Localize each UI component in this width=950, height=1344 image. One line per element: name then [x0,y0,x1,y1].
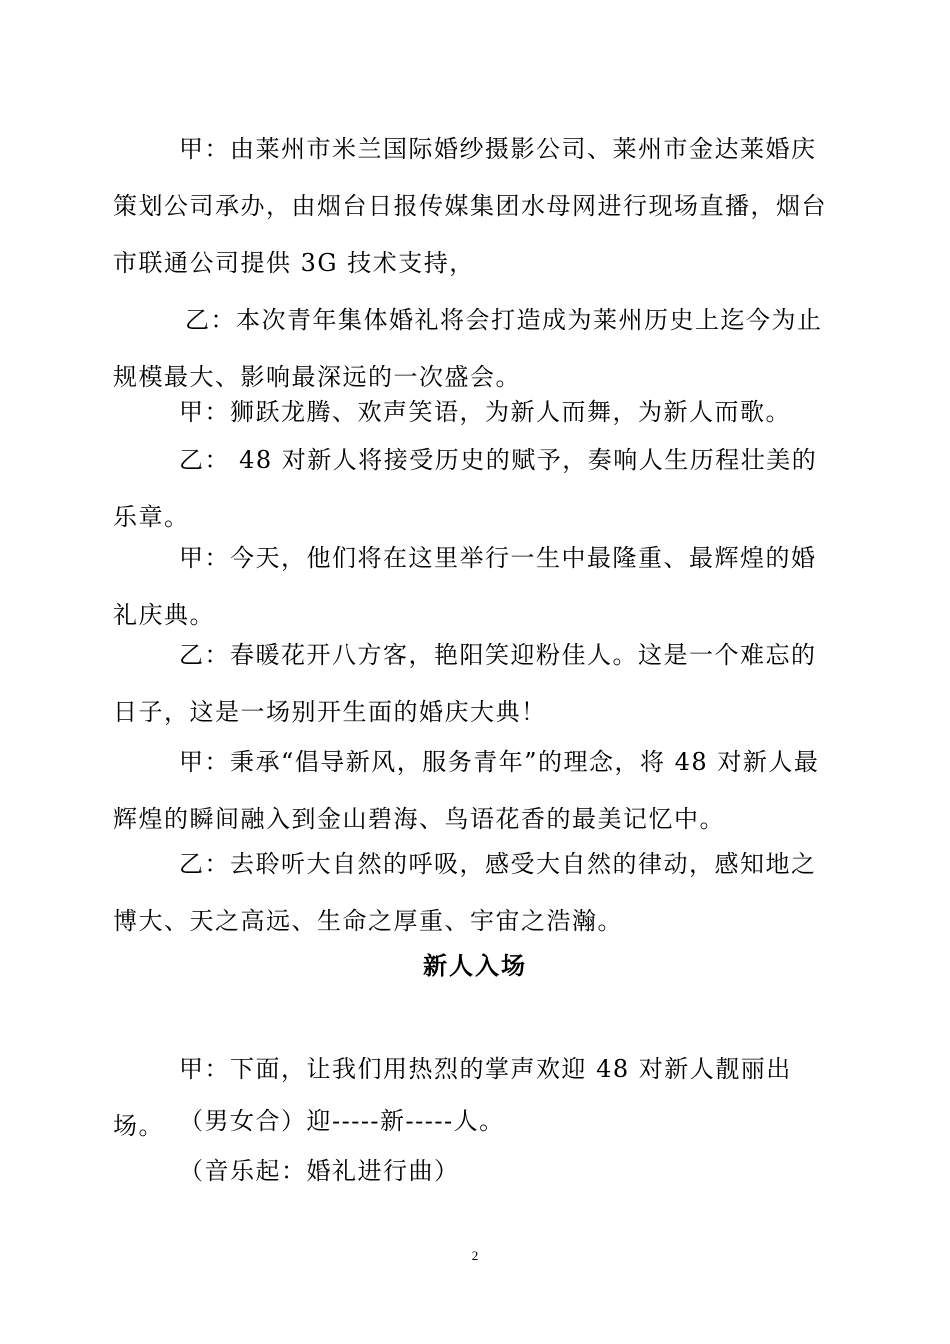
paragraph-4: 乙： 48 对新人将接受历史的赋予，奏响人生历程壮美的乐章。 [113,446,818,531]
paragraph-10: （男女合）迎-----新-----人。 [179,1107,505,1135]
paragraph-7: 甲：秉承“倡导新风，服务青年”的理念，将 48 对新人最辉煌的瞬间融入到金山碧海、鸟语花香的最美记忆中。 [113,748,820,833]
section-heading: 新人入场 [423,951,527,980]
paragraph-11: （音乐起：婚礼进行曲） [179,1157,460,1185]
paragraph-2: 乙：本次青年集体婚礼将会打造成为莱州历史上迄今为止规模最大、影响最深远的一次盛会。 [113,306,823,391]
paragraph-5: 甲：今天，他们将在这里举行一生中最隆重、最辉煌的婚礼庆典。 [113,544,817,629]
paragraph-1: 甲：由莱州市米兰国际婚纱摄影公司、莱州市金达莱婚庆策划公司承办，由烟台日报传媒集团水母网进行现场直播，烟台市联通公司提供 3G 技术支持， [113,135,827,277]
paragraph-6: 乙：春暖花开八方客，艳阳笑迎粉佳人。这是一个难忘的日子，这是一场别开生面的婚庆大典！ [113,641,817,726]
page-number: 2 [471,1248,479,1263]
paragraph-3: 甲：狮跃龙腾、欢声笑语，为新人而舞，为新人而歌。 [179,398,791,426]
paragraph-8: 乙：去聆听大自然的呼吸，感受大自然的律动，感知地之博大、天之高远、生命之厚重、宇宙之浩瀚。 [113,850,817,935]
paragraph-9: 甲：下面，让我们用热烈的掌声欢迎 48 对新人靓丽出场。 [113,1055,792,1140]
